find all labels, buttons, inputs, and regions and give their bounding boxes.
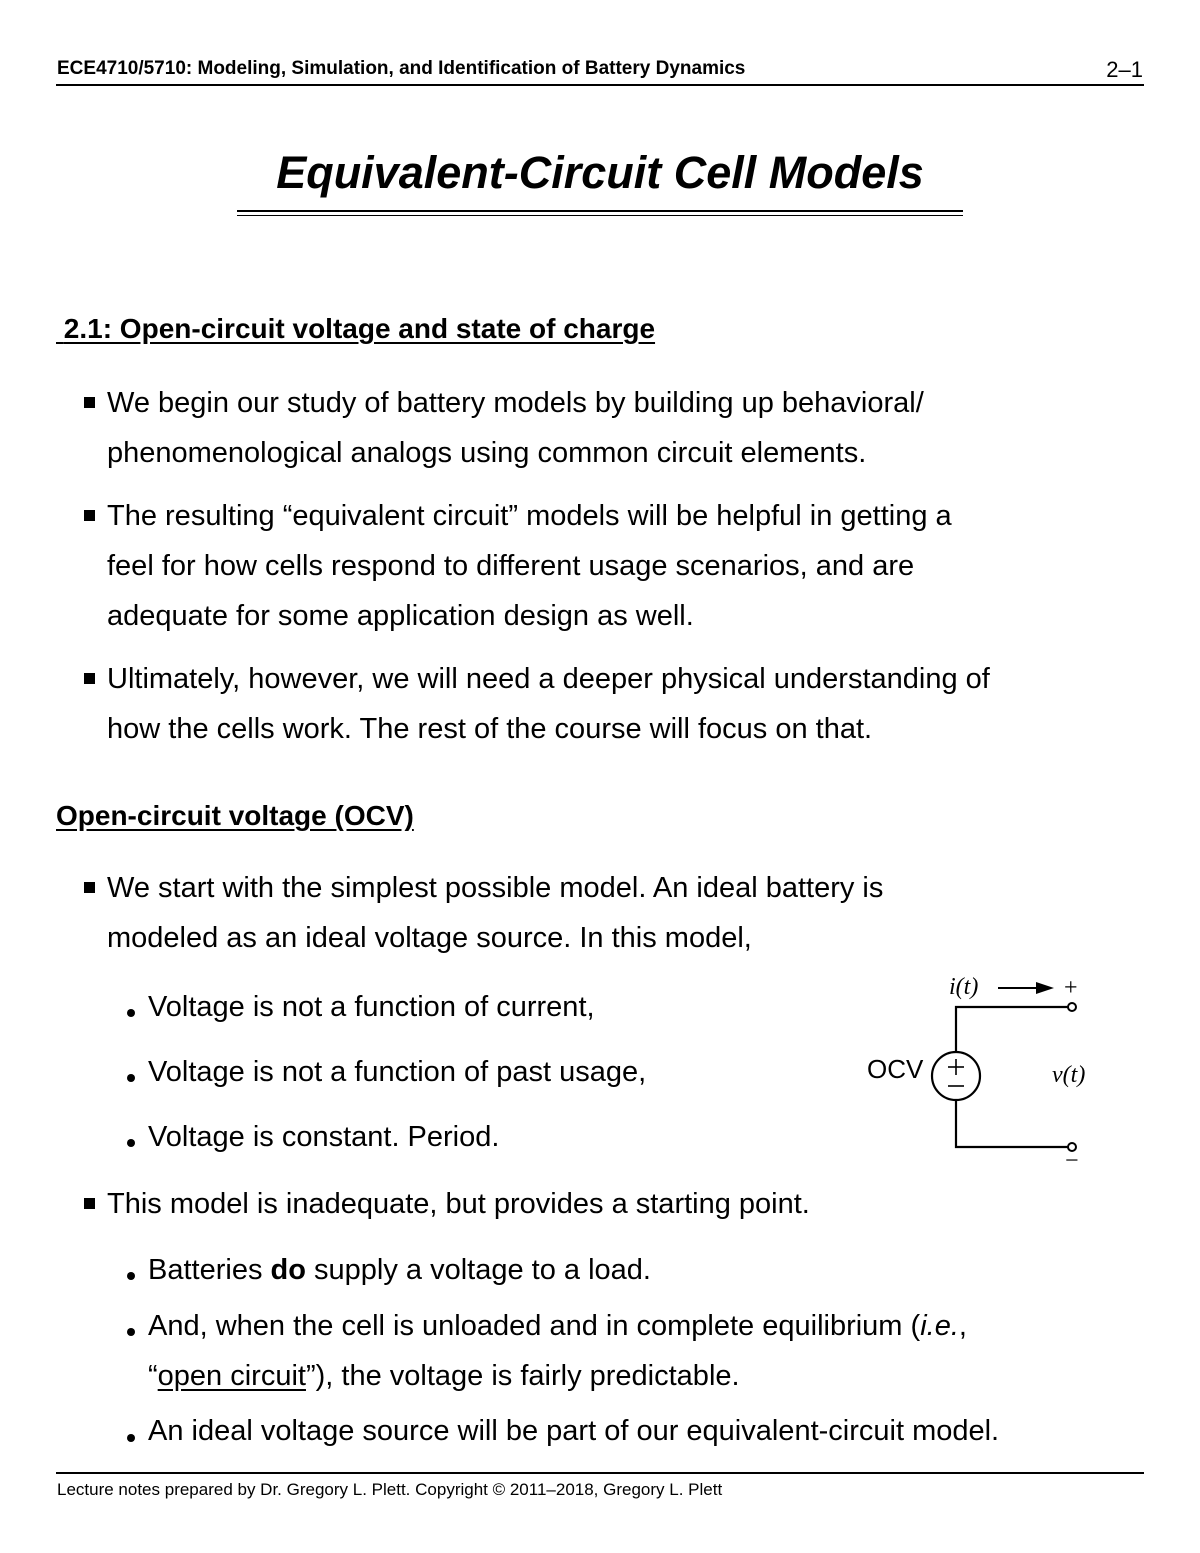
title-underline (237, 210, 963, 212)
current-label: i(t) (949, 974, 979, 1000)
bold-do: do (270, 1254, 306, 1286)
title-underline-thin (237, 215, 963, 216)
dot-bullet-icon (127, 1074, 135, 1082)
bullet-3-line-1: Ultimately, however, we will need a deeper physical understanding of (107, 663, 990, 695)
sub-bullet-1-text: Voltage is not a function of current, (148, 991, 595, 1023)
voltage-label: v(t) (1052, 1062, 1086, 1088)
ocv-circuit-diagram (860, 965, 1120, 1175)
dot-bullet-icon (127, 1434, 135, 1442)
bullet-1-line-1: We begin our study of battery models by building up behavioral/ (107, 387, 924, 419)
square-bullet-icon (84, 510, 95, 521)
page-title: Equivalent-Circuit Cell Models (276, 147, 924, 198)
footer-copyright: Lecture notes prepared by Dr. Gregory L. Plett. Copyright © 2011–2018, Gregory L. Plett (57, 1480, 723, 1499)
bullet-4-line-2: modeled as an ideal voltage source. In this model, (107, 922, 752, 954)
sub-bullet-5-line-2: “open circuit”), the voltage is fairly predictable. (148, 1360, 740, 1392)
open-circuit-term: open circuit (157, 1360, 306, 1392)
plus-label: + (1064, 975, 1078, 1001)
course-header: ECE4710/5710: Modeling, Simulation, and Identification of Battery Dynamics (57, 58, 746, 79)
sub-bullet-5-line-1: And, when the cell is unloaded and in complete equilibrium (i.e., (148, 1310, 967, 1342)
footer-divider (56, 1472, 1144, 1474)
sub-bullet-4-text: Batteries do supply a voltage to a load. (148, 1254, 651, 1286)
minus-label: − (1065, 1148, 1079, 1174)
ocv-label: OCV (867, 1054, 924, 1084)
dot-bullet-icon (127, 1328, 135, 1336)
bullet-2-line-3: adequate for some application design as well. (107, 600, 694, 632)
square-bullet-icon (84, 882, 95, 893)
positive-terminal-icon (1068, 1003, 1076, 1011)
dot-bullet-icon (127, 1139, 135, 1147)
square-bullet-icon (84, 673, 95, 684)
bullet-5-text: This model is inadequate, but provides a starting point. (107, 1188, 810, 1220)
bullet-3-line-2: how the cells work. The rest of the course will focus on that. (107, 713, 873, 745)
section-heading-2-1: 2.1: Open-circuit voltage and state of charge (63, 313, 656, 344)
dot-bullet-icon (127, 1009, 135, 1017)
bullet-1-line-2: phenomenological analogs using common circuit elements. (107, 437, 867, 469)
page-number: 2–1 (1106, 57, 1143, 82)
square-bullet-icon (84, 1198, 95, 1209)
section-heading-ocv: Open-circuit voltage (OCV) (56, 800, 414, 831)
sub-bullet-6-text: An ideal voltage source will be part of our equivalent-circuit model. (148, 1415, 1000, 1447)
sub-bullet-3-text: Voltage is constant. Period. (148, 1121, 500, 1153)
bullet-4-line-1: We start with the simplest possible model. An ideal battery is (107, 872, 884, 904)
sub-bullet-2-text: Voltage is not a function of past usage, (148, 1056, 647, 1088)
dot-bullet-icon (127, 1272, 135, 1280)
header-divider (56, 84, 1144, 86)
square-bullet-icon (84, 397, 95, 408)
bottom-wire (956, 1094, 1069, 1147)
bullet-2-line-2: feel for how cells respond to different usage scenarios, and are (107, 550, 915, 582)
bullet-2-line-1: The resulting “equivalent circuit” models will be helpful in getting a (107, 500, 952, 532)
